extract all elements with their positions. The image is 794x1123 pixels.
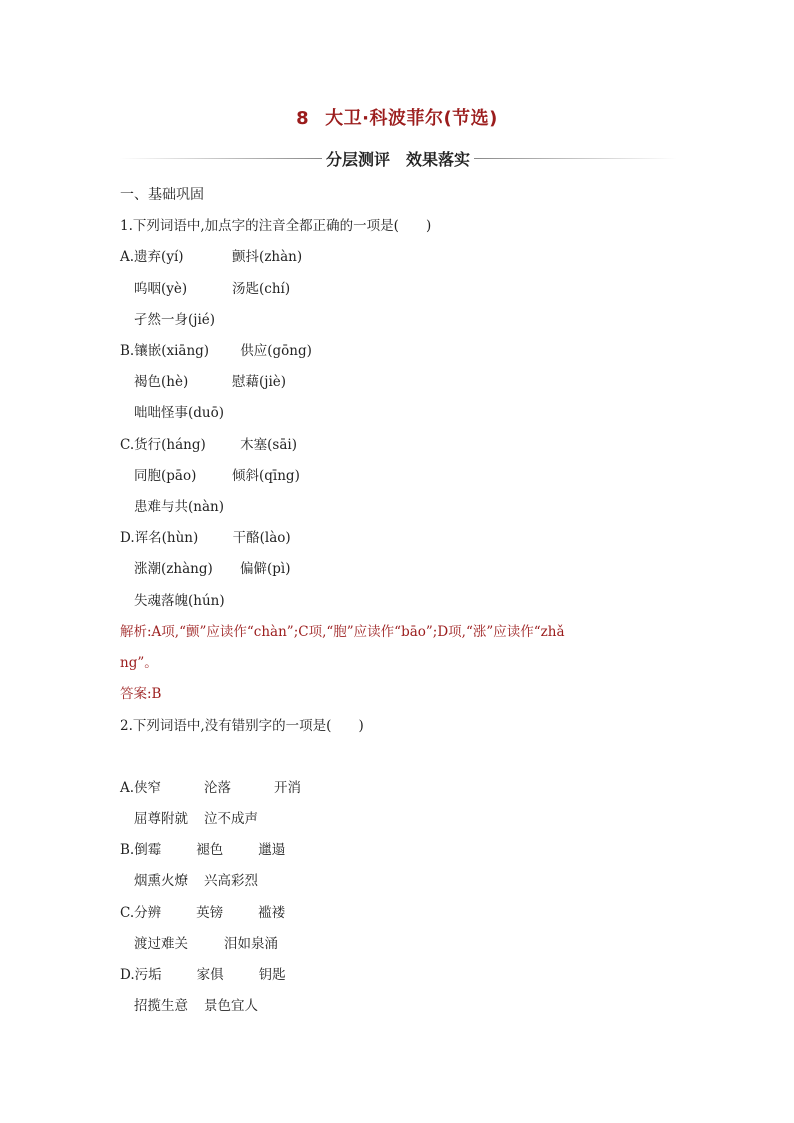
q1-option-a-row3: 孑然一身(jié)	[134, 312, 216, 328]
option-item: 慰藉(jiè)	[232, 374, 287, 390]
q1-option-b-row3: 咄咄怪事(duō)	[134, 405, 224, 421]
q1-option-a-row1	[120, 248, 302, 266]
option-item: 污垢	[134, 967, 162, 983]
option-item: 呜咽(yè)	[134, 281, 188, 297]
q2-option-c-row2	[134, 935, 278, 953]
option-item: 渡过难关	[134, 936, 188, 952]
q1-option-a-row2	[134, 280, 290, 298]
option-item: 兴高彩烈	[204, 873, 258, 889]
option-item: 供应(gōng)	[240, 343, 312, 359]
option-item: 木塞(sāi)	[240, 437, 297, 453]
option-item: 分辨	[134, 905, 162, 921]
option-item: 货行(háng)	[134, 437, 206, 453]
q1-option-d-row1	[120, 529, 291, 547]
option-item: 褐色(hè)	[134, 374, 189, 390]
option-item: 镶嵌(xiāng)	[134, 343, 210, 359]
q2-option-d-row2	[134, 997, 258, 1015]
option-item: 颤抖(zhàn)	[232, 249, 303, 265]
option-label: A.	[120, 780, 135, 796]
q2-option-c-row1	[120, 904, 285, 922]
option-item: 景色宜人	[204, 998, 258, 1014]
option-item: 泪如泉涌	[224, 936, 278, 952]
section-divider	[120, 146, 676, 170]
option-label: B.	[120, 842, 135, 858]
option-item: 英镑	[196, 905, 224, 921]
option-item: 泣不成声	[204, 811, 258, 827]
option-label: D.	[120, 530, 135, 546]
option-label: B.	[120, 343, 135, 359]
q1-analysis-continued: ng”。	[120, 655, 158, 671]
lesson-number: 8	[296, 108, 310, 129]
divider-rule-left	[120, 158, 322, 159]
question-1-stem: 1.下列词语中,加点字的注音全都正确的一项是( )	[120, 218, 432, 234]
q2-option-b-row2	[134, 872, 258, 890]
q1-option-c-row3: 患难与共(nàn)	[134, 499, 224, 515]
q1-option-c-row2	[134, 467, 300, 485]
option-item: 涨潮(zhàng)	[134, 561, 213, 577]
lesson-title	[0, 104, 794, 130]
option-item: 汤匙(chí)	[232, 281, 291, 297]
option-item: 家俱	[196, 967, 224, 983]
section-heading: 一、基础巩固	[120, 187, 204, 203]
option-item: 干酪(lào)	[232, 530, 291, 546]
question-2-stem: 2.下列词语中,没有错别字的一项是( )	[120, 718, 364, 734]
option-item: 钥匙	[258, 967, 286, 983]
q1-option-d-row2	[134, 560, 291, 578]
divider-rule-right	[474, 158, 676, 159]
option-item: 同胞(pāo)	[134, 468, 197, 484]
option-label: C.	[120, 437, 135, 453]
q2-option-b-row1	[120, 841, 285, 859]
option-label: C.	[120, 905, 135, 921]
q1-option-b-row2	[134, 373, 286, 391]
q1-option-b-row1	[120, 342, 312, 360]
option-item: 褪色	[196, 842, 224, 858]
option-item: 邋遢	[258, 842, 286, 858]
q2-option-d-row1	[120, 966, 286, 984]
option-label: D.	[120, 967, 135, 983]
option-item: 开消	[274, 780, 302, 796]
option-item: 烟熏火燎	[134, 873, 188, 889]
option-item: 偏僻(pì)	[240, 561, 291, 577]
q1-option-d-row3: 失魂落魄(hún)	[134, 593, 225, 609]
q2-option-a-row1	[120, 779, 301, 797]
q2-option-a-row2	[134, 810, 258, 828]
option-label: A.	[120, 249, 135, 265]
lesson-title-text: 大卫·科波菲尔(节选)	[325, 108, 498, 129]
option-item: 褴褛	[258, 905, 286, 921]
section-subtitle: 分层测评 效果落实	[326, 149, 471, 169]
option-item: 招揽生意	[134, 998, 188, 1014]
option-item: 沦落	[204, 780, 232, 796]
option-item: 倒霉	[134, 842, 162, 858]
q1-option-c-row1	[120, 436, 297, 454]
option-item: 倾斜(qīng)	[232, 468, 300, 484]
option-item: 侠窄	[134, 780, 162, 796]
q1-analysis: 解析:A项,“颤”应读作“chàn”;C项,“胞”应读作“bāo”;D项,“涨”应读作“zhǎ	[120, 624, 565, 640]
option-item: 诨名(hùn)	[134, 530, 199, 546]
q1-answer: 答案:B	[120, 686, 162, 702]
option-item: 遗弃(yí)	[134, 249, 184, 265]
option-item: 屈尊附就	[134, 811, 188, 827]
